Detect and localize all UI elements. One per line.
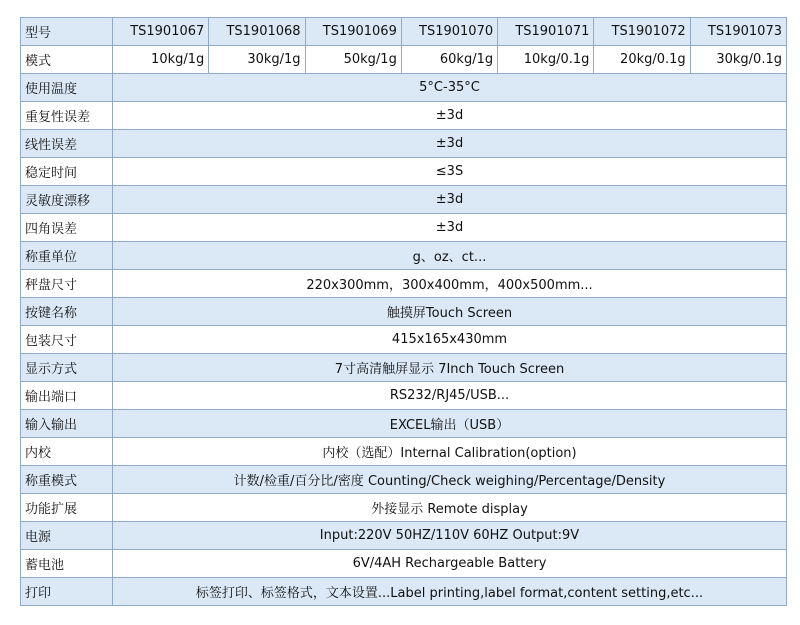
mode-row bbox=[21, 46, 787, 74]
model-label: 型号 bbox=[21, 18, 113, 46]
spec-label: 按键名称 bbox=[21, 298, 113, 326]
model-cell: TS1901072 bbox=[594, 18, 690, 46]
spec-row bbox=[21, 186, 787, 214]
model-cell: TS1901073 bbox=[690, 18, 786, 46]
spec-row bbox=[21, 438, 787, 466]
spec-row bbox=[21, 242, 787, 270]
spec-label: 灵敏度漂移 bbox=[21, 186, 113, 214]
spec-value: 计数/检重/百分比/密度 Counting/Check weighing/Percentage/Density bbox=[113, 466, 787, 494]
model-cell: TS1901070 bbox=[401, 18, 497, 46]
spec-value: EXCEL输出（USB） bbox=[113, 410, 787, 438]
spec-row bbox=[21, 270, 787, 298]
spec-label: 称重单位 bbox=[21, 242, 113, 270]
spec-label: 称重模式 bbox=[21, 466, 113, 494]
mode-cell: 50kg/1g bbox=[305, 46, 401, 74]
spec-row bbox=[21, 74, 787, 102]
spec-label: 打印 bbox=[21, 578, 113, 606]
spec-value: 外接显示 Remote display bbox=[113, 494, 787, 522]
spec-value: g、oz、ct... bbox=[113, 242, 787, 270]
spec-label: 输出端口 bbox=[21, 382, 113, 410]
mode-cell: 10kg/1g bbox=[113, 46, 209, 74]
spec-row bbox=[21, 494, 787, 522]
spec-value: ±3d bbox=[113, 102, 787, 130]
spec-label: 功能扩展 bbox=[21, 494, 113, 522]
model-row bbox=[21, 18, 787, 46]
spec-value: ±3d bbox=[113, 130, 787, 158]
spec-value: Input:220V 50HZ/110V 60HZ Output:9V bbox=[113, 522, 787, 550]
spec-table bbox=[20, 17, 787, 606]
spec-value: ±3d bbox=[113, 214, 787, 242]
spec-row bbox=[21, 522, 787, 550]
spec-label: 内校 bbox=[21, 438, 113, 466]
spec-table-body bbox=[21, 18, 787, 606]
spec-label: 蓄电池 bbox=[21, 550, 113, 578]
spec-row bbox=[21, 382, 787, 410]
spec-label: 电源 bbox=[21, 522, 113, 550]
spec-value: 内校（选配）Internal Calibration(option) bbox=[113, 438, 787, 466]
spec-value: ≤3S bbox=[113, 158, 787, 186]
spec-row bbox=[21, 354, 787, 382]
model-cell: TS1901069 bbox=[305, 18, 401, 46]
spec-row bbox=[21, 214, 787, 242]
mode-cell: 20kg/0.1g bbox=[594, 46, 690, 74]
spec-value: 标签打印、标签格式，文本设置...Label printing,label format,content setting,etc... bbox=[113, 578, 787, 606]
spec-label: 四角误差 bbox=[21, 214, 113, 242]
spec-row bbox=[21, 578, 787, 606]
spec-row bbox=[21, 102, 787, 130]
spec-value: RS232/RJ45/USB... bbox=[113, 382, 787, 410]
spec-row bbox=[21, 410, 787, 438]
spec-label: 包装尺寸 bbox=[21, 326, 113, 354]
spec-value: ±3d bbox=[113, 186, 787, 214]
spec-label: 使用温度 bbox=[21, 74, 113, 102]
spec-row bbox=[21, 158, 787, 186]
model-cell: TS1901068 bbox=[209, 18, 305, 46]
spec-row bbox=[21, 298, 787, 326]
spec-table-container bbox=[20, 17, 787, 606]
spec-label: 线性误差 bbox=[21, 130, 113, 158]
mode-cell: 10kg/0.1g bbox=[498, 46, 594, 74]
spec-value: 220x300mm，300x400mm，400x500mm... bbox=[113, 270, 787, 298]
spec-row bbox=[21, 550, 787, 578]
spec-label: 显示方式 bbox=[21, 354, 113, 382]
model-cell: TS1901071 bbox=[498, 18, 594, 46]
spec-value: 415x165x430mm bbox=[113, 326, 787, 354]
spec-label: 稳定时间 bbox=[21, 158, 113, 186]
mode-cell: 30kg/0.1g bbox=[690, 46, 786, 74]
spec-label: 重复性误差 bbox=[21, 102, 113, 130]
spec-value: 5°C-35°C bbox=[113, 74, 787, 102]
spec-label: 秤盘尺寸 bbox=[21, 270, 113, 298]
mode-cell: 30kg/1g bbox=[209, 46, 305, 74]
spec-row bbox=[21, 326, 787, 354]
spec-row bbox=[21, 130, 787, 158]
mode-label: 模式 bbox=[21, 46, 113, 74]
model-cell: TS1901067 bbox=[113, 18, 209, 46]
mode-cell: 60kg/1g bbox=[401, 46, 497, 74]
spec-value: 6V/4AH Rechargeable Battery bbox=[113, 550, 787, 578]
spec-row bbox=[21, 466, 787, 494]
spec-value: 触摸屏Touch Screen bbox=[113, 298, 787, 326]
spec-label: 输入输出 bbox=[21, 410, 113, 438]
spec-value: 7寸高清触屏显示 7Inch Touch Screen bbox=[113, 354, 787, 382]
